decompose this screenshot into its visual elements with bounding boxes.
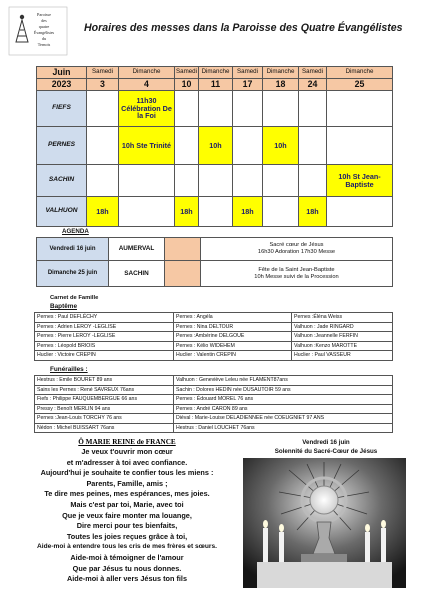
table-row [35,351,393,361]
date-header: 17 [233,79,263,91]
schedule-cell [119,165,175,197]
table-row [35,395,393,405]
day-header: Dimanche [263,67,299,79]
poem-line: et m'adresser à toi avec confiance. [66,457,188,467]
schedule-cell [199,197,233,227]
svg-text:des: des [41,18,47,23]
schedule-cell [327,127,393,165]
table-row [35,322,393,332]
agenda-detail [201,261,393,287]
schedule-cell [87,127,119,165]
svg-text:quatre: quatre [38,24,50,29]
bapteme-title: Baptême [50,303,77,310]
poem-line: Aujourd'hui je souhaite te confier tous les miens : [40,468,214,478]
table-cell: Sains les Pernes : René SAVREUX 76ans [35,385,174,395]
day-header: Dimanche [199,67,233,79]
date-header: 18 [263,79,299,91]
poem-line: Aide-moi à témoigner de l'amour [70,552,184,562]
agenda-detail-line: Sacré cœur de Jésus [269,242,324,249]
table-cell: Valhuon : Jade RINGARD [292,322,393,332]
photo-caption-line: Vendredi 16 juin [302,439,350,446]
table-cell: Fiefs : Philippe FAUQUEMBERGUE 66 ans [35,395,174,405]
poem-line: Aide-moi à aller vers Jésus ton fils [66,574,188,584]
poem-line: Aide-moi à entendre tous les cris de mes frères et sœurs. [37,543,217,551]
place-label: PERNES [37,127,87,165]
agenda-detail-line: Fête de la Saint Jean-Baptiste [258,266,335,273]
schedule-cell [299,165,327,197]
day-header: Samedi [299,67,327,79]
schedule-cell: 18h [175,197,199,227]
parish-logo [8,6,68,56]
poem-line: Que je veux faire monter ma louange, [62,510,192,520]
schedule-cell [233,127,263,165]
place-label: FIEFS [37,91,87,127]
poem-line: Parents, Famille, amis ; [86,478,168,488]
schedule-cell: 18h [87,197,119,227]
funerailles-title: Funérailles : [50,366,88,373]
table-cell: Pernes : Angéla [174,313,292,323]
schedule-cell [87,91,119,127]
table-cell: Pressy : Benoît MERLIN 94 ans [35,404,174,414]
schedule-cell [199,91,233,127]
table-cell: Huclier : Paul VASSEUR [292,351,393,361]
poem-line: Toutes les joies reçues grâce à toi, [66,531,188,541]
svg-text:Paroisse: Paroisse [37,12,51,17]
carnet-title: Carnet de Famille [50,295,99,301]
schedule-cell: 18h [299,197,327,227]
svg-text:du: du [41,36,47,41]
poem-line: Que par Jésus tu nous donnes. [72,563,182,573]
schedule-cell [233,165,263,197]
agenda-spacer [165,261,201,287]
prayer-poem [22,438,232,585]
agenda-detail-line: 16h30 Adoration 17h30 Messe [257,249,336,255]
table-row [35,376,393,386]
table-row [35,423,393,433]
agenda-place: AUMERVAL [109,238,165,261]
table-cell: Valhuon :Jeannelle FERFIN [292,332,393,342]
table-cell: Pernes : Kélio WIDEHEM [174,341,292,351]
agenda-detail [201,238,393,261]
schedule-cell [175,165,199,197]
svg-text:Ternois: Ternois [37,42,51,47]
agenda-day: Vendredi 16 juin [37,238,109,261]
table-cell: Valhuon : Geneviève Leleu née FLAMENT87ans [174,376,393,386]
bapteme-table [34,312,393,361]
table-row [35,313,393,323]
place-label: VALHUON [37,197,87,227]
table-row [35,414,393,424]
agenda-table [36,237,393,287]
schedule-cell [299,91,327,127]
page-title: Horaires des messes dans la Paroisse des Quatre Évangélistes [84,22,403,34]
schedule-cell [119,197,175,227]
poem-line: Te dire mes peines, mes espérances, mes joies. [44,489,210,499]
table-cell: Diéval : Marie-Louise DELADIENNEE née COEUGNIET 97 ANS [174,414,393,424]
date-header: 25 [327,79,393,91]
poem-line: Dire merci pour tes bienfaits, [76,521,178,531]
svg-text:Évangélistes: Évangélistes [33,30,55,35]
agenda-title: AGENDA [62,228,89,235]
day-header: Dimanche [119,67,175,79]
date-header: 3 [87,79,119,91]
date-header: 11 [199,79,233,91]
agenda-place: SACHIN [109,261,165,287]
schedule-cell: 18h [233,197,263,227]
table-cell: Valhuon :Kenzo MAROTTE [292,341,393,351]
date-header: 10 [175,79,199,91]
table-row [35,404,393,414]
table-row [35,385,393,395]
schedule-cell [327,197,393,227]
table-cell: Pernes : Adrien LEROY -LEGLISE [35,322,174,332]
table-cell: Nédon : Michel BUISSART 76ans [35,423,174,433]
month-cell: Juin [37,67,87,79]
day-header: Samedi [87,67,119,79]
table-cell: Pernes : Édouard MOREL 76 ans [174,395,393,405]
schedule-cell [263,197,299,227]
poem-title: Ô MARIE REINE de FRANCE [78,438,176,446]
schedule-cell [263,165,299,197]
funerailles-table [34,375,393,433]
schedule-cell [175,127,199,165]
monstrance-photo [243,458,406,588]
table-cell: Hestrus : Emile BOURET 89 ans [35,376,174,386]
year-cell: 2023 [37,79,87,91]
photo-caption-line: Solennité du Sacré-Cœur de Jésus [274,448,378,455]
photo-caption [246,438,406,456]
table-cell: Pernes : Léopold BRIOIS [35,341,174,351]
schedule-cell [199,165,233,197]
schedule-cell: 10h [263,127,299,165]
agenda-spacer [165,238,201,261]
table-cell: Pernes :Jean-Louis TORCHY 76 ans [35,414,174,424]
day-header: Samedi [175,67,199,79]
schedule-cell: 10h St Jean-Baptiste [327,165,393,197]
table-row [35,341,393,351]
schedule-cell [175,91,199,127]
table-cell: Pernes :Éléna Weiss [292,313,393,323]
day-header: Samedi [233,67,263,79]
place-label: SACHIN [37,165,87,197]
schedule-cell [263,91,299,127]
table-cell: Pernes : Nina DELTOUR [174,322,292,332]
table-cell: Huclier : Victoire CREPIN [35,351,174,361]
table-row [35,332,393,342]
table-cell: Pernes : Paul DEFLÉCHY [35,313,174,323]
date-header: 4 [119,79,175,91]
schedule-cell: 10h [199,127,233,165]
schedule-cell [233,91,263,127]
schedule-cell [87,165,119,197]
table-cell: Pernes : Pierre LEROY -LEGLISE [35,332,174,342]
schedule-cell: 11h30 Célébration De la Foi [119,91,175,127]
table-cell: Pernes : André CARON 89 ans [174,404,393,414]
schedule-cell: 10h Ste Trinité [119,127,175,165]
poem-line: Je veux t'ouvrir mon cœur [81,447,173,456]
poem-line: Mais c'est par toi, Marie, avec toi [70,499,184,509]
agenda-day: Dimanche 25 juin [37,261,109,287]
table-cell: Pernes :Ambérine DELGOUE [174,332,292,342]
date-header: 24 [299,79,327,91]
agenda-detail-line: 10h Messe suivi de la Procession [254,273,339,280]
table-cell: Sachin : Dolores HEDIN née DUSAUTOIR 59 ans [174,385,393,395]
table-cell: Hestrus : Daniel LOUCHET 76ans [174,423,393,433]
table-cell: Huclier : Valentin CREPIN [174,351,292,361]
mass-schedule-table [36,66,393,227]
day-header: Dimanche [327,67,393,79]
schedule-cell [327,91,393,127]
schedule-cell [299,127,327,165]
